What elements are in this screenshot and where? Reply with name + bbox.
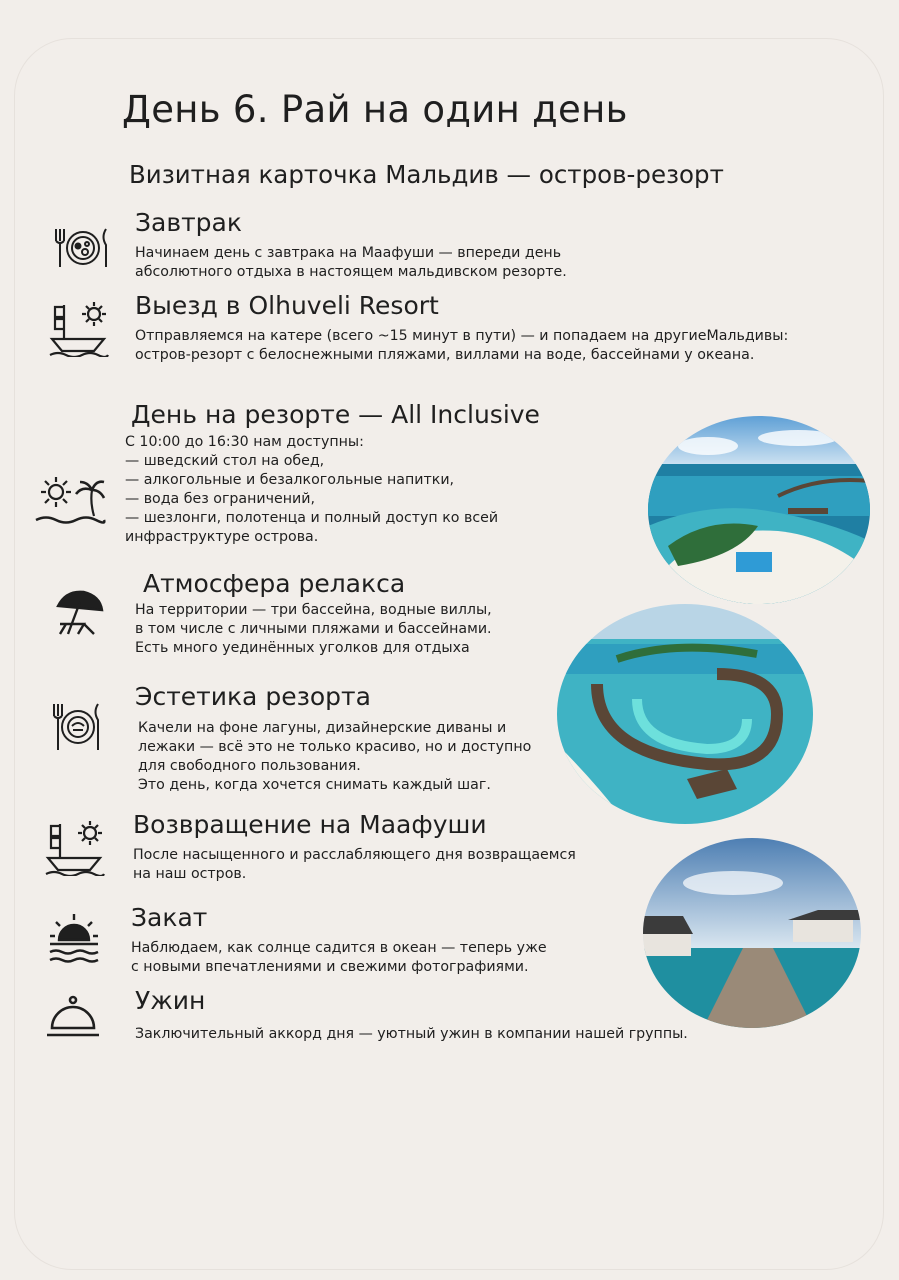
section-resort-day-text bbox=[125, 433, 498, 547]
overwater-bungalows-photo bbox=[643, 838, 861, 1028]
section-text-line: На территории — три бассейна, водные виллы, bbox=[135, 602, 492, 618]
page-subtitle: Визитная карточка Мальдив — остров-резорт bbox=[129, 160, 724, 189]
section-text-line: инфраструктуре острова. bbox=[125, 529, 319, 545]
section-title: Ужин bbox=[135, 986, 206, 1015]
page-title: День 6. Рай на один день bbox=[122, 88, 628, 131]
section-text-line: на наш остров. bbox=[133, 866, 247, 882]
section-dinner bbox=[135, 986, 688, 1044]
section-breakfast bbox=[135, 208, 567, 282]
boat-sun-icon bbox=[48, 299, 110, 357]
section-relax bbox=[143, 569, 405, 598]
section-text-line: Есть много уединённых уголков для отдыха bbox=[135, 640, 470, 656]
section-text-line: — алкогольные и безалкогольные напитки, bbox=[125, 472, 455, 488]
section-text-line: остров-резорт с белоснежными пляжами, виллами на воде, бассейнами у океана. bbox=[135, 347, 755, 363]
section-text-line: Это день, когда хочется снимать каждый шаг. bbox=[138, 777, 491, 793]
plate-cutlery-icon bbox=[52, 227, 112, 269]
section-title: Атмосфера релакса bbox=[143, 569, 406, 598]
section-return bbox=[133, 810, 576, 884]
section-text-line: — шезлонги, полотенца и полный доступ ко всей bbox=[125, 510, 499, 526]
section-text-line: с новыми впечатлениями и свежими фотографиями. bbox=[131, 959, 529, 975]
section-relax-text bbox=[135, 601, 492, 658]
section-text-line: — вода без ограничений, bbox=[125, 491, 315, 507]
section-title: Выезд в Olhuveli Resort bbox=[135, 291, 439, 320]
boat-sun-icon bbox=[44, 818, 106, 876]
section-aesthetics-text bbox=[138, 719, 531, 795]
resort-aerial-photo bbox=[648, 416, 870, 604]
water-villas-photo bbox=[557, 604, 813, 824]
section-title: Эстетика резорта bbox=[135, 682, 371, 711]
section-title: Завтрак bbox=[135, 208, 242, 237]
section-sunset bbox=[131, 903, 547, 977]
section-text-line: Отправляемся на катере (всего ~15 минут в пути) — и попадаем на другиеМальдивы: bbox=[135, 328, 789, 344]
section-text-line: Качели на фоне лагуны, дизайнерские диваны и bbox=[138, 720, 507, 736]
section-text-line: лежаки — всё это не только красиво, но и доступно bbox=[138, 739, 532, 755]
plate-cutlery-icon bbox=[50, 702, 104, 752]
section-text-line: С 10:00 до 16:30 нам доступны: bbox=[125, 434, 364, 450]
section-text-line: для свободного пользования. bbox=[138, 758, 361, 774]
section-text-line: Заключительный аккорд дня — уютный ужин в компании нашей группы. bbox=[135, 1026, 688, 1042]
beach-umbrella-chair-icon bbox=[54, 588, 106, 638]
section-departure bbox=[135, 291, 788, 365]
section-title: Закат bbox=[131, 903, 208, 932]
section-title: Возвращение на Маафуши bbox=[133, 810, 487, 839]
section-text-line: Наблюдаем, как солнце садится в океан — теперь уже bbox=[131, 940, 547, 956]
section-aesthetics bbox=[135, 682, 371, 711]
section-resort-day bbox=[131, 400, 540, 429]
section-text-line: абсолютного отдыха в настоящем мальдивском резорте. bbox=[135, 264, 567, 280]
section-text-line: в том числе с личными пляжами и бассейнами. bbox=[135, 621, 492, 637]
section-text-line: Начинаем день с завтрака на Маафуши — впереди день bbox=[135, 245, 562, 261]
section-text-line: После насыщенного и расслабляющего дня возвращаемся bbox=[133, 847, 576, 863]
sunset-icon bbox=[46, 910, 102, 964]
section-text-line: — шведский стол на обед, bbox=[125, 453, 325, 469]
cloche-icon bbox=[44, 994, 102, 1040]
section-title: День на резорте — All Inclusive bbox=[131, 400, 540, 429]
sun-palm-icon bbox=[34, 472, 106, 528]
